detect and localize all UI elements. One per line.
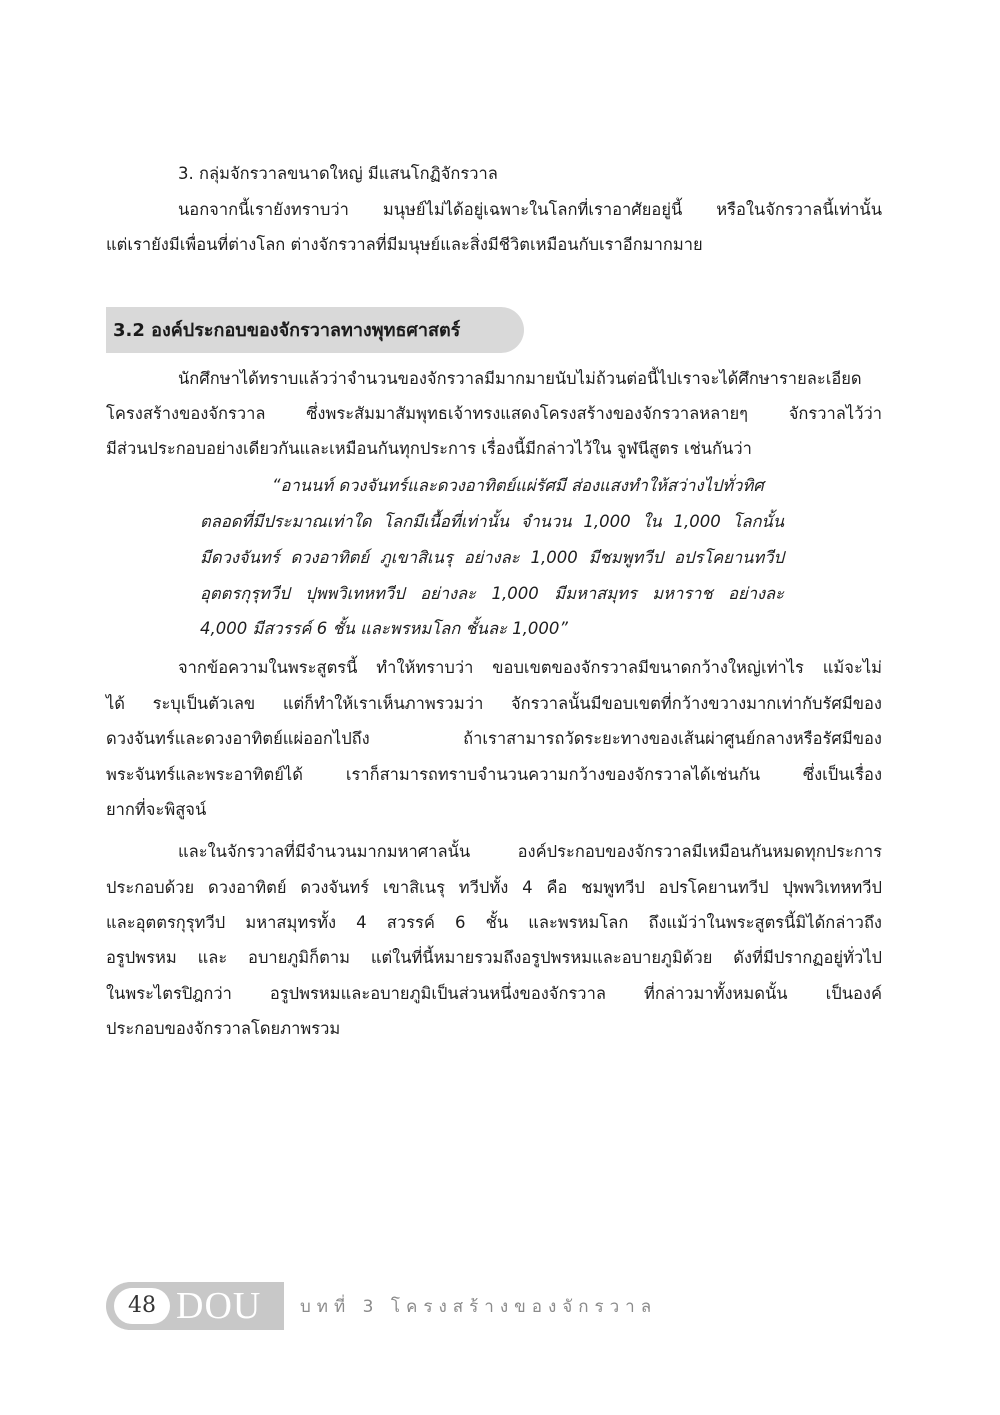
paragraph-line: ในพระไตรปิฎกว่า อรูปพรหมและอบายภูมิเป็นส่วนหนึ่งของจักรวาล ที่กล่าวมาทั้งหมดนั้น เป็นองค์	[106, 984, 882, 1003]
chapter-title: บทที่ 3 โครงสร้างของจักรวาล	[300, 1297, 658, 1317]
quote-line: มีดวงจันทร์ ดวงอาทิตย์ ภูเขาสิเนรุ อย่างละ 1,000 มีชมพูทวีป อปรโคยานทวีป	[200, 548, 784, 567]
quote-line: 4,000 มีสวรรค์ 6 ชั้น และพรหมโลก ชั้นละ 1,000”	[200, 619, 568, 638]
quote-line: อุตตรกุรุทวีป ปุพพวิเทหทวีป อย่างละ 1,000 มีมหาสมุทร มหาราช อย่างละ	[200, 584, 784, 603]
page-number: 48	[128, 1293, 156, 1318]
paragraph-line: ประกอบด้วย ดวงอาทิตย์ ดวงจันทร์ เขาสิเนรุ ทวีปทั้ง 4 คือ ชมพูทวีป อปรโคยานทวีป ปุพพวิเทหทวีป	[106, 878, 882, 897]
paragraph-line: ดวงจันทร์และดวงอาทิตย์แผ่ออกไปถึง ถ้าเราสามารถวัดระยะทางของเส้นผ่าศูนย์กลางหรือรัศมีของ	[106, 729, 882, 748]
paragraph-line: ได้ ระบุเป็นตัวเลข แต่ก็ทำให้เราเห็นภาพรวมว่า จักรวาลนั้นมีขอบเขตที่กว้างขวางมากเท่ากับรัศมีของ	[106, 694, 882, 713]
paragraph-line: และในจักรวาลที่มีจำนวนมากมหาศาลนั้น องค์ประกอบของจักรวาลมีเหมือนกันหมดทุกประการ	[178, 842, 882, 861]
paragraph-line: พระจันทร์และพระอาทิตย์ได้ เราก็สามารถทราบจำนวนความกว้างของจักรวาลได้เช่นกัน ซึ่งเป็นเรื่อง	[106, 765, 882, 784]
paragraph-line: อรูปพรหม และ อบายภูมิก็ตาม แต่ในที่นี้หมายรวมถึงอรูปพรหมและอบายภูมิด้วย ดังที่มีปรากฏอยู่ทั่วไป	[106, 948, 882, 967]
quote-line: ตลอดที่มีประมาณเท่าใด โลกมีเนื้อที่เท่านั้น จำนวน 1,000 ใน 1,000 โลกนั้น	[200, 512, 784, 531]
paragraph-line: ประกอบของจักรวาลโดยภาพรวม	[106, 1019, 341, 1038]
paragraph-line: แต่เรายังมีเพื่อนที่ต่างโลก ต่างจักรวาลที่มีมนุษย์และสิ่งมีชีวิตเหมือนกับเราอีกมากมาย	[106, 235, 703, 254]
paragraph-line: และอุตตรกุรุทวีป มหาสมุทรทั้ง 4 สวรรค์ 6 ชั้น และพรหมโลก ถึงแม้ว่าในพระสูตรนี้มิได้กล่าวถึง	[106, 913, 882, 932]
dou-logo: DOU	[176, 1285, 262, 1327]
paragraph-line: มีส่วนประกอบอย่างเดียวกันและเหมือนกันทุกประการ เรื่องนี้มีกล่าวไว้ใน จูฬนีสูตร เช่นกันว่า	[106, 439, 752, 458]
paragraph-line: นอกจากนี้เรายังทราบว่า มนุษย์ไม่ได้อยู่เฉพาะในโลกที่เราอาศัยอยู่นี้ หรือในจักรวาลนี้เท่านั้น	[178, 200, 882, 219]
paragraph-line: ยากที่จะพิสูจน์	[106, 800, 207, 819]
paragraph-line: โครงสร้างของจักรวาล ซึ่งพระสัมมาสัมพุทธเจ้าทรงแสดงโครงสร้างของจักรวาลหลายๆ จักรวาลไว้ว่า	[106, 404, 882, 423]
section-heading: 3.2 องค์ประกอบของจักรวาลทางพุทธศาสตร์	[113, 320, 461, 341]
paragraph-line: จากข้อความในพระสูตรนี้ ทำให้ทราบว่า ขอบเขตของจักรวาลมีขนาดกว้างใหญ่เท่าไร แม้จะไม่	[178, 658, 882, 677]
quote-line: “อานนท์ ดวงจันทร์และดวงอาทิตย์แผ่รัศมี ส่องแสงทำให้สว่างไปทั่วทิศ	[272, 476, 764, 495]
paragraph-line: นักศึกษาได้ทราบแล้วว่าจำนวนของจักรวาลมีมากมายนับไม่ถ้วนต่อนี้ไปเราจะได้ศึกษารายละเอียด	[178, 369, 862, 388]
list-item-3: 3. กลุ่มจักรวาลขนาดใหญ่ มีแสนโกฏิจักรวาล	[178, 164, 498, 183]
